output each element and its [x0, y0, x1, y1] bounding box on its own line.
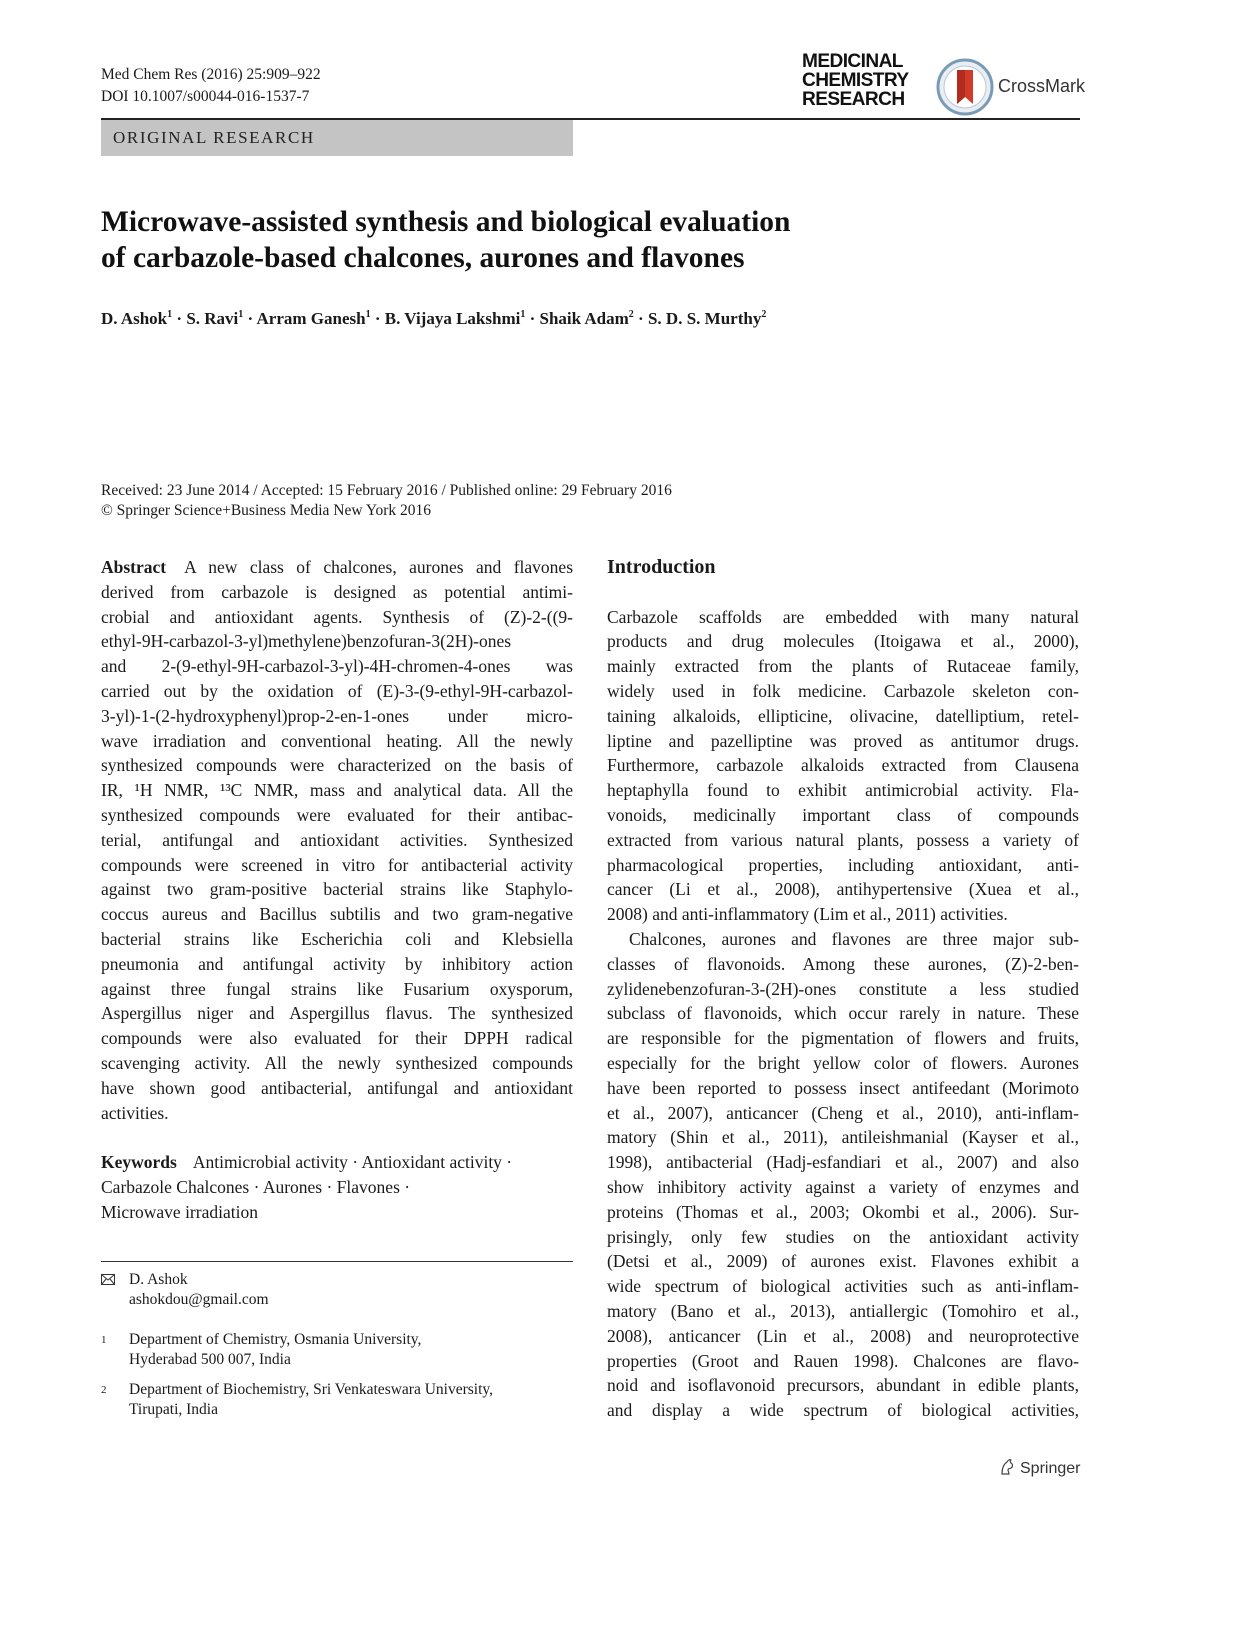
- author-affiliation-mark: 2: [628, 309, 634, 320]
- affiliation-line: Department of Chemistry, Osmania University,: [129, 1331, 422, 1348]
- abstract-line: have shown good antibacterial, antifungal and antioxidant: [101, 1077, 573, 1098]
- introduction-line: properties (Groot and Rauen 1998). Chalcones are flavo-: [607, 1350, 1079, 1371]
- abstract-line: 3-yl)-1-(2-hydroxyphenyl)prop-2-en-1-ones under micro-: [101, 705, 573, 726]
- introduction-line: and display a wide spectrum of biological activities,: [607, 1400, 1079, 1421]
- abstract-line: compounds were also evaluated for their DPPH radical: [101, 1028, 573, 1049]
- title-line: Microwave-assisted synthesis and biological evaluation: [101, 206, 791, 238]
- introduction-line: vonoids, medicinally important class of compounds: [607, 804, 1079, 825]
- crossmark-icon[interactable]: [936, 58, 994, 116]
- author-affiliation-mark: 1: [520, 309, 526, 320]
- affiliation-number: 2: [101, 1384, 107, 1396]
- author-list: [101, 309, 766, 329]
- abstract-line: synthesized compounds were evaluated for their antibac-: [101, 804, 573, 825]
- introduction-line: products and drug molecules (Itoigawa et al., 2000),: [607, 631, 1079, 652]
- keywords-line: [101, 1150, 573, 1175]
- affiliation-line: Hyderabad 500 007, India: [129, 1351, 291, 1368]
- introduction-line: heptaphylla found to exhibit antimicrobial activity. Fla-: [607, 780, 1079, 801]
- affiliation-line: Tirupati, India: [129, 1401, 218, 1418]
- article-title: [101, 204, 1081, 276]
- author-affiliation-mark: 1: [365, 309, 371, 320]
- dates-line: Received: 23 June 2014 / Accepted: 15 February 2016 / Published online: 29 February 2016: [101, 482, 672, 499]
- keywords-text: Microwave irradiation: [101, 1201, 258, 1222]
- abstract-line: carried out by the oxidation of (E)-3-(9-ethyl-9H-carbazol-: [101, 680, 573, 701]
- affiliation-1: [101, 1330, 573, 1370]
- author-name[interactable]: Arram Ganesh: [256, 309, 366, 328]
- introduction-line: widely used in folk medicine. Carbazole skeleton con-: [607, 680, 1079, 701]
- introduction-line: wide spectrum of biological activities such as anti-inflam-: [607, 1276, 1079, 1297]
- keywords-line: [101, 1200, 573, 1225]
- author-separator: ·: [243, 309, 257, 328]
- author-name[interactable]: B. Vijaya Lakshmi: [384, 309, 521, 328]
- doi-text[interactable]: DOI 10.1007/s00044-016-1537-7: [101, 88, 310, 105]
- abstract: [101, 555, 573, 1125]
- introduction-line: 2008), anticancer (Lin et al., 2008) and neuroprotective: [607, 1325, 1079, 1346]
- abstract-line: crobial and antioxidant agents. Synthesis of (Z)-2-((9-: [101, 606, 573, 627]
- introduction-line: classes of flavonoids. Among these aurones, (Z)-2-ben-: [607, 953, 1079, 974]
- introduction-line: subclass of flavonoids, which occur rarely in nature. These: [607, 1003, 1079, 1024]
- keywords-text: Antimicrobial activity · Antioxidant activity ·: [192, 1152, 513, 1173]
- introduction-line: liptine and pazelliptine was proved as antitumor drugs.: [607, 730, 1079, 751]
- introduction-line: especially for the bright yellow color of flowers. Aurones: [607, 1052, 1079, 1073]
- keywords: [101, 1150, 573, 1224]
- abstract-line: and 2-(9-ethyl-9H-carbazol-3-yl)-4H-chromen-4-ones was: [101, 656, 573, 677]
- keywords-label: Keywords: [101, 1152, 177, 1173]
- introduction-line: Carbazole scaffolds are embedded with many natural: [607, 606, 1079, 627]
- introduction-line: show inhibitory activity against a variety of enzymes and: [607, 1176, 1079, 1197]
- abstract-line: [101, 555, 573, 580]
- abstract-line: compounds were screened in vitro for antibacterial activity: [101, 854, 573, 875]
- author-separator: ·: [525, 309, 540, 328]
- introduction-line: extracted from various natural plants, possess a variety of: [607, 829, 1079, 850]
- author-separator: ·: [633, 309, 648, 328]
- introduction-line: have been reported to possess insect antifeedant (Morimoto: [607, 1077, 1079, 1098]
- abstract-line: against two gram-positive bacterial strains like Staphylo-: [101, 879, 573, 900]
- springer-horse-icon: [998, 1458, 1016, 1481]
- keywords-text: Carbazole Chalcones · Aurones · Flavones ·: [101, 1176, 411, 1197]
- correspondence-name: D. Ashok: [129, 1271, 188, 1288]
- journal-logo-line: MEDICINAL: [802, 50, 903, 72]
- author-affiliation-mark: 1: [167, 309, 173, 320]
- affiliation-line: Department of Biochemistry, Sri Venkateswara University,: [129, 1381, 494, 1398]
- introduction-line: cancer (Li et al., 2008), antihypertensive (Xuea et al.,: [607, 879, 1079, 900]
- footnote-divider: [101, 1261, 573, 1262]
- abstract-line: IR, ¹H NMR, ¹³C NMR, mass and analytical data. All the: [101, 780, 573, 801]
- abstract-line: activities.: [101, 1102, 169, 1123]
- author-separator: ·: [172, 309, 187, 328]
- envelope-icon: [101, 1270, 115, 1292]
- author-name[interactable]: Shaik Adam: [539, 309, 629, 328]
- affiliation-number: 1: [101, 1334, 107, 1346]
- abstract-line: scavenging activity. All the newly synthesized compounds: [101, 1052, 573, 1073]
- introduction-line: zylidenebenzofuran-3-(2H)-ones constitute a less studied: [607, 978, 1079, 999]
- author-name[interactable]: S. Ravi: [186, 309, 239, 328]
- journal-logo-line: RESEARCH: [802, 88, 905, 110]
- introduction-line: et al., 2007), anticancer (Cheng et al., 2010), anti-inflam-: [607, 1102, 1079, 1123]
- introduction-column: [607, 555, 1079, 1423]
- introduction-line: matory (Shin et al., 2011), antileishmanial (Kayser et al.,: [607, 1127, 1079, 1148]
- journal-citation: Med Chem Res (2016) 25:909–922: [101, 66, 321, 83]
- introduction-line: proteins (Thomas et al., 2003; Okombi et al., 2006). Sur-: [607, 1201, 1079, 1222]
- section-banner: [101, 120, 573, 156]
- abstract-line: pneumonia and antifungal activity by inhibitory action: [101, 953, 573, 974]
- abstract-text: A new class of chalcones, aurones and flavones: [184, 557, 573, 577]
- correspondence-email[interactable]: ashokdou@gmail.com: [129, 1291, 269, 1308]
- abstract-line: ethyl-9H-carbazol-3-yl)methylene)benzofuran-3(2H)-ones: [101, 631, 512, 652]
- introduction-line: Chalcones, aurones and flavones are three major sub-: [629, 928, 1079, 949]
- abstract-label: Abstract: [101, 557, 167, 577]
- publisher-name: Springer: [1020, 1460, 1081, 1477]
- copyright-line: © Springer Science+Business Media New York 2016: [101, 502, 432, 519]
- abstract-line: wave irradiation and conventional heating. All the newly: [101, 730, 573, 751]
- introduction-line: matory (Bano et al., 2013), antiallergic (Tomohiro et al.,: [607, 1300, 1079, 1321]
- journal-logo: [802, 52, 909, 109]
- journal-logo-line: CHEMISTRY: [802, 69, 909, 91]
- introduction-line: prisingly, only few studies on the antioxidant activity: [607, 1226, 1079, 1247]
- introduction-body: [607, 605, 1079, 1423]
- introduction-line: are responsible for the pigmentation of flowers and fruits,: [607, 1028, 1079, 1049]
- publisher-footer: [998, 1458, 1080, 1481]
- abstract-column: [101, 555, 573, 1225]
- abstract-line: bacterial strains like Escherichia coli and Klebsiella: [101, 928, 573, 949]
- introduction-line: noid and isoflavonoid precursors, abundant in edible plants,: [607, 1375, 1079, 1396]
- abstract-line: terial, antifungal and antioxidant activities. Synthesized: [101, 829, 573, 850]
- abstract-line: against three fungal strains like Fusarium oxysporum,: [101, 978, 573, 999]
- journal-reference: [101, 64, 321, 108]
- abstract-line: Aspergillus niger and Aspergillus flavus. The synthesized: [101, 1003, 573, 1024]
- section-label: ORIGINAL RESEARCH: [113, 128, 315, 147]
- author-name[interactable]: D. Ashok: [101, 309, 168, 328]
- introduction-line: 2008) and anti-inflammatory (Lim et al., 2011) activities.: [607, 904, 1008, 925]
- keywords-line: [101, 1175, 573, 1200]
- introduction-line: Furthermore, carbazole alkaloids extracted from Clausena: [607, 755, 1079, 776]
- crossmark-label[interactable]: CrossMark: [998, 76, 1086, 96]
- introduction-line: 1998), antibacterial (Hadj-esfandiari et al., 2007) and also: [607, 1152, 1079, 1173]
- introduction-line: taining alkaloids, ellipticine, olivacine, datelliptium, retel-: [607, 705, 1079, 726]
- author-name[interactable]: S. D. S. Murthy: [647, 309, 762, 328]
- author-affiliation-mark: 2: [761, 309, 767, 320]
- introduction-heading: Introduction: [607, 556, 716, 578]
- abstract-line: synthesized compounds were characterized on the basis of: [101, 755, 573, 776]
- affiliation-2: [101, 1380, 573, 1420]
- abstract-line: derived from carbazole is designed as potential antimi-: [101, 581, 573, 602]
- introduction-line: (Detsi et al., 2009) of aurones exist. Flavones exhibit a: [607, 1251, 1079, 1272]
- affiliations-block: [101, 1270, 573, 1420]
- introduction-line: mainly extracted from the plants of Rutaceae family,: [607, 656, 1079, 677]
- correspondence: [101, 1270, 573, 1310]
- abstract-line: coccus aureus and Bacillus subtilis and two gram-negative: [101, 904, 573, 925]
- author-affiliation-mark: 1: [238, 309, 244, 320]
- title-line: of carbazole-based chalcones, aurones and flavones: [101, 242, 745, 274]
- introduction-line: pharmacological properties, including antioxidant, anti-: [607, 854, 1079, 875]
- author-separator: ·: [370, 309, 385, 328]
- publication-dates: [101, 481, 672, 521]
